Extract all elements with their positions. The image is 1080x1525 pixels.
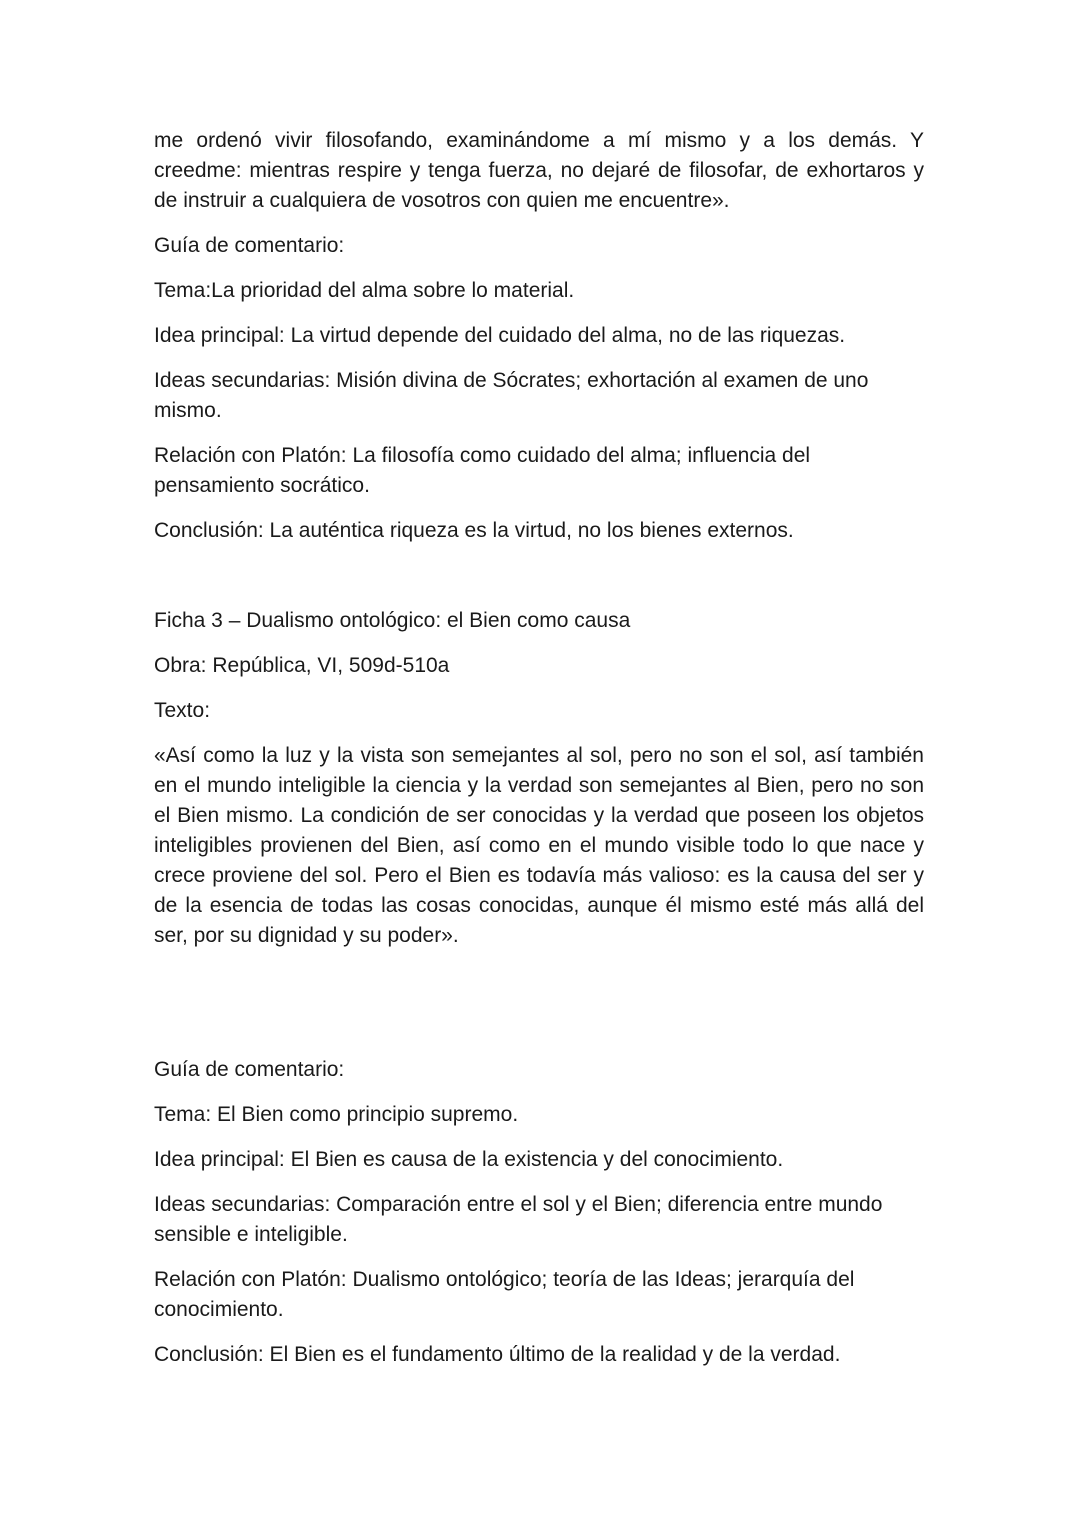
obra: Obra: República, VI, 509d-510a bbox=[154, 654, 450, 677]
guide-heading-2: Guía de comentario: bbox=[154, 1058, 345, 1081]
document-page bbox=[154, 126, 924, 1370]
texto-label: Texto: bbox=[154, 699, 211, 722]
quote-continuation: me ordenó vivir filosofando, examinándome a mí mismo y a los demás. Y creedme: mientras respire y tenga fuerza, no dejaré de filosofar, de exhortaros y de instruir a cualquiera de vosotros con quien me encuentre». bbox=[154, 129, 924, 212]
tema-2: Tema: El Bien como principio supremo. bbox=[154, 1103, 519, 1126]
conclusion-2: Conclusión: El Bien es el fundamento último de la realidad y de la verdad. bbox=[154, 1343, 841, 1366]
ideas-secundarias-2: Ideas secundarias: Comparación entre el sol y el Bien; diferencia entre mundo sensible e inteligible. bbox=[154, 1193, 883, 1246]
relacion-platon: Relación con Platón: La filosofía como cuidado del alma; influencia del pensamiento socrático. bbox=[154, 444, 811, 497]
idea-principal: Idea principal: La virtud depende del cuidado del alma, no de las riquezas. bbox=[154, 324, 846, 347]
conclusion: Conclusión: La auténtica riqueza es la virtud, no los bienes externos. bbox=[154, 519, 794, 542]
ideas-secundarias: Ideas secundarias: Misión divina de Sócrates; exhortación al examen de uno mismo. bbox=[154, 369, 869, 422]
guide-heading: Guía de comentario: bbox=[154, 234, 345, 257]
relacion-platon-2: Relación con Platón: Dualismo ontológico; teoría de las Ideas; jerarquía del conocimiento. bbox=[154, 1268, 855, 1321]
ficha-quote: «Así como la luz y la vista son semejantes al sol, pero no son el sol, así también en el mundo inteligible la ciencia y la verdad son semejantes al Bien, pero no son el Bien mismo. La condición de ser conocidas y la verdad que poseen los objetos inteligibles provienen del Bien, así como en el mundo visible todo lo que nace y crece proviene del sol. Pero el Bien es todavía más valioso: es la causa del ser y de la esencia de todas las cosas conocidas, aunque él mismo esté más allá del ser, por su dignidad y su poder». bbox=[154, 744, 924, 947]
ficha-title: Ficha 3 – Dualismo ontológico: el Bien como causa bbox=[154, 609, 631, 632]
idea-principal-2: Idea principal: El Bien es causa de la existencia y del conocimiento. bbox=[154, 1148, 784, 1171]
tema: Tema:La prioridad del alma sobre lo material. bbox=[154, 279, 575, 302]
